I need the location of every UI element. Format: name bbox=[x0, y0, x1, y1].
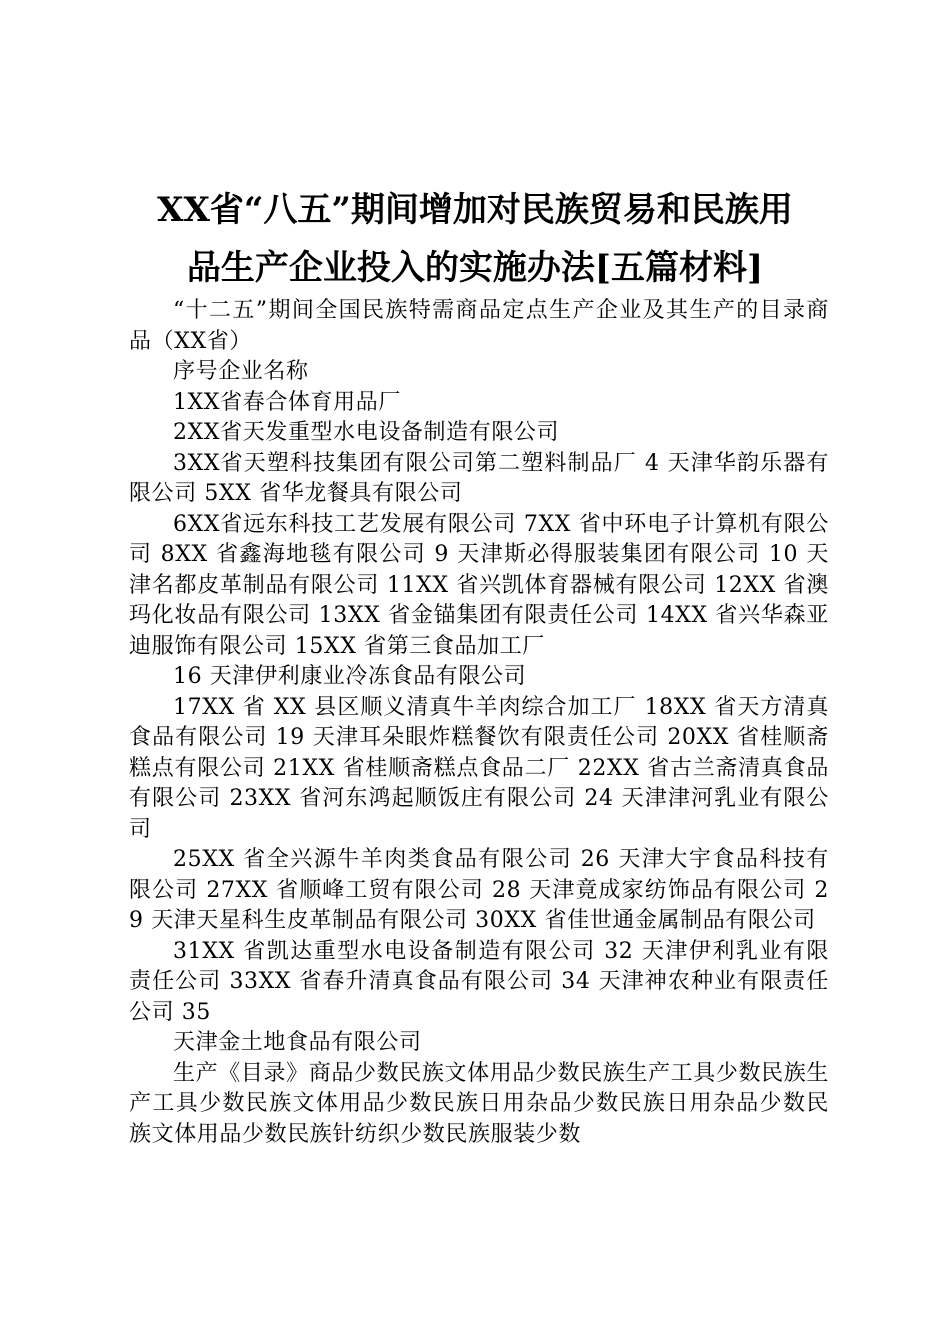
paragraph-list-header: 序号企业名称 bbox=[173, 359, 309, 384]
paragraph-item: 天津金土地食品有限公司 bbox=[173, 1030, 422, 1055]
document-title-line-2: 品生产企业投入的实施办法[五篇材料] bbox=[186, 248, 764, 288]
paragraph-item: 31XX 省凯达重型水电设备制造有限公司 32 天津伊利乳业有限责任公司 33XX 省春升清真食品有限公司 34 天津神农种业有限责任公司 35 bbox=[129, 938, 829, 1025]
paragraph-catalog: 生产《目录》商品少数民族文体用品少数民族生产工具少数民族生产工具少数民族文体用品少数民族日用杂品少数民族日用杂品少数民族文体用品少数民族针纺织少数民族服装少数 bbox=[129, 1060, 829, 1147]
paragraph-item: 17XX 省 XX 县区顺义清真牛羊肉综合加工厂 18XX 省天方清真食品有限公司 19 天津耳朵眼炸糕餐饮有限责任公司 20XX 省桂顺斋糕点有限公司 21XX 省桂顺斋糕点食品二厂 22XX 省古兰斋清真食品有限公司 23XX 省河东鸿起顺饭庄有限公司 24 天津津河乳业有限公司 bbox=[129, 694, 829, 842]
paragraph-item: 3XX省天塑科技集团有限公司第二塑料制品厂 4 天津华韵乐器有限公司 5XX 省华龙餐具有限公司 bbox=[129, 450, 829, 506]
paragraph-item: 1XX省春合体育用品厂 bbox=[173, 389, 401, 415]
paragraph-item: 25XX 省全兴源牛羊肉类食品有限公司 26 天津大宇食品科技有限公司 27XX 省顺峰工贸有限公司 28 天津竟成家纺饰品有限公司 29 天津天星科生皮革制品有限公司 30XX 省佳世通金属制品有限公司 bbox=[129, 847, 829, 933]
paragraph-item: 6XX省远东科技工艺发展有限公司 7XX 省中环电子计算机有限公司 8XX 省鑫海地毯有限公司 9 天津斯必得服装集团有限公司 10 天津名都皮革制品有限公司 11XX 省兴凯体育器械有限公司 12XX 省澳玛化妆品有限公司 13XX 省金锚集团有限责任公司 14XX 省兴华森亚迪服饰有限公司 15XX 省第三食品加工厂 bbox=[129, 511, 829, 659]
document-title-line-1: XX省“八五”期间增加对民族贸易和民族用 bbox=[157, 190, 793, 230]
paragraph-item: 2XX省天发重型水电设备制造有限公司 bbox=[173, 420, 560, 445]
document-body bbox=[129, 296, 829, 1150]
paragraph-intro: “十二五”期间全国民族特需商品定点生产企业及其生产的目录商品（XX省） bbox=[129, 298, 829, 354]
paragraph-item: 16 天津伊利康业冷冻食品有限公司 bbox=[173, 664, 527, 689]
